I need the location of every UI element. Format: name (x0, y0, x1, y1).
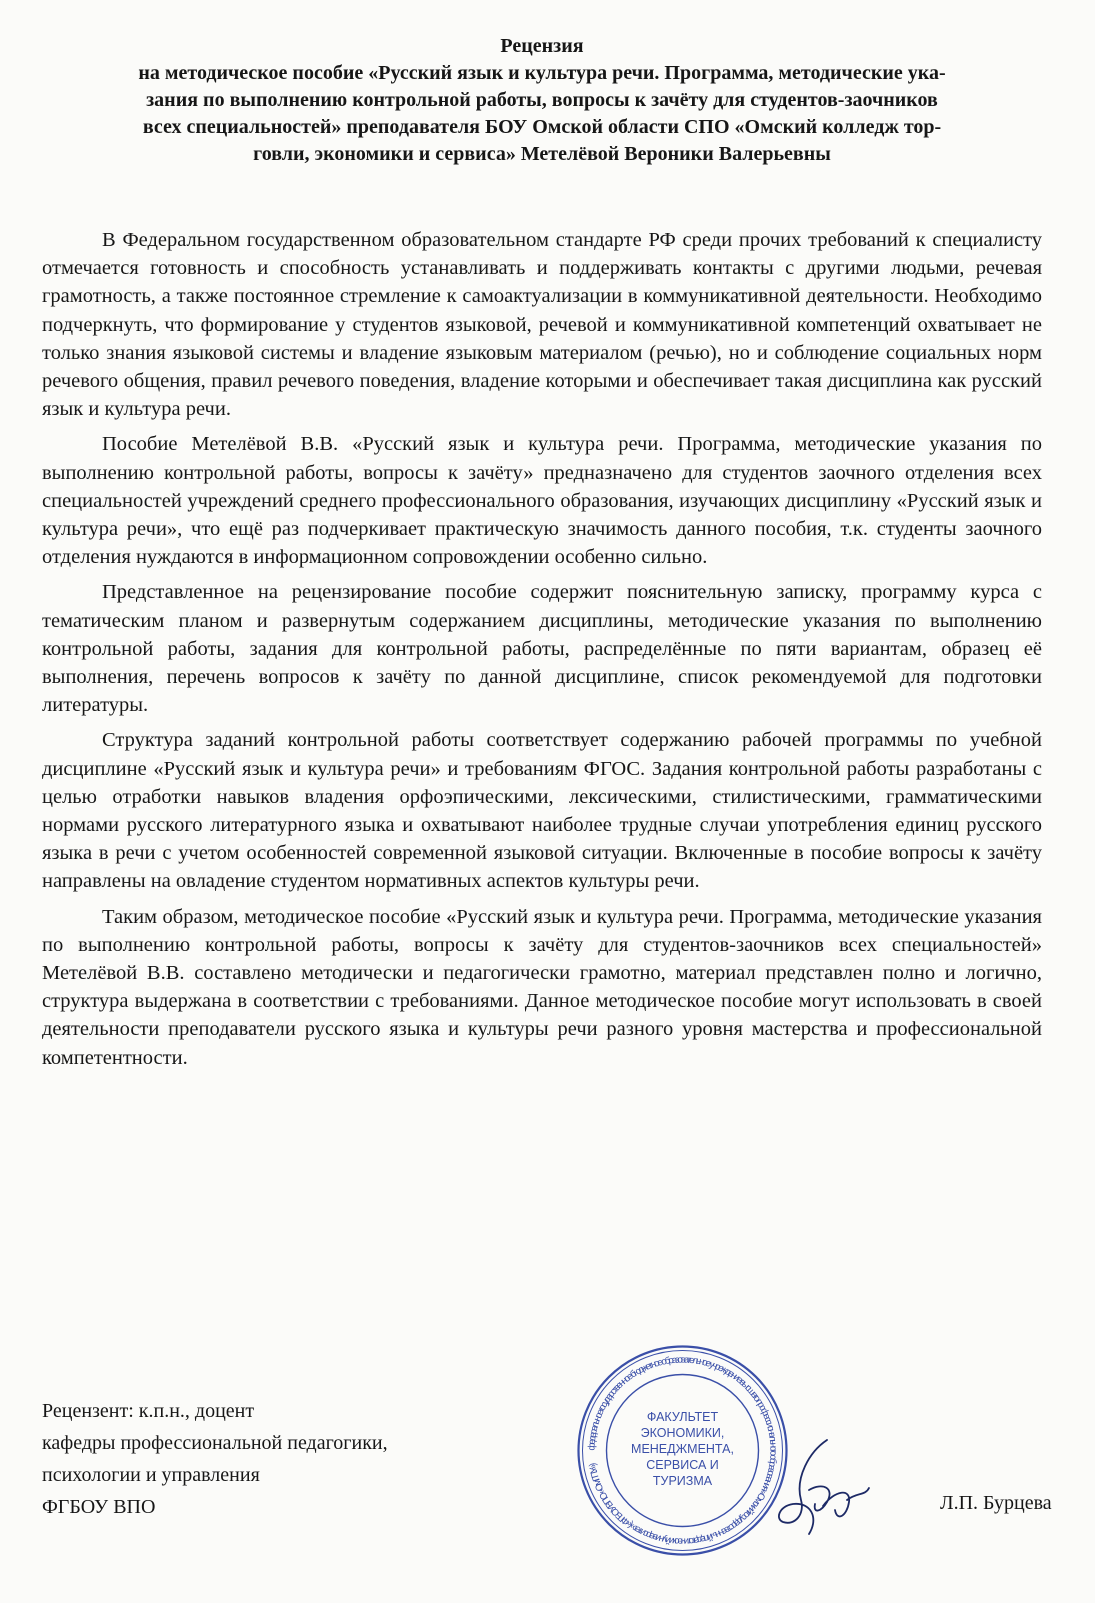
stamp-center-text (631, 1410, 734, 1488)
stamp-center-line: МЕНЕДЖМЕНТА, (631, 1442, 734, 1456)
paragraph: Представленное на рецензирование пособие содержит пояснительную записку, программу курса с тематическим планом и развернутым содержанием дисциплины, методические указания по выполнению контрольной работы, задания для контрольной работы, распределённые по пяти вариантам, образец её выполнения, перечень вопросов к зачёту по данной дисциплине, список рекомендуемой для подготовки литературы. (42, 581, 1042, 717)
stamp-center-line: ТУРИЗМА (652, 1474, 713, 1488)
reviewer-name: Л.П. Бурцева (940, 1492, 1052, 1514)
paragraph: Пособие Метелёвой В.В. «Русский язык и культура речи. Программа, методические указания по выполнению контрольной работы, вопросы к зачёту» предназначено для студентов заочного отделения всех специальностей учреждений среднего профессионального образования, изучающих дисциплину «Русский язык и культура речи», что ещё раз подчеркивает практическую значимость данного пособия, т.к. студенты заочного отделения нуждаются в информационном сопровождении особенно сильно. (42, 433, 1042, 569)
document-title (42, 33, 1042, 168)
title-line: Рецензия (500, 35, 584, 57)
reviewer-line: психологии и управления (42, 1464, 260, 1486)
reviewer-line: ФГБОУ ВПО (42, 1496, 156, 1518)
stamp-outer-text: федеральное государственное бюджетное образовательное учреждение высшего профессионального образования «Омский государственный педагогический университет» («ФГБОУ ВПО «ОмГПУ») (586, 1354, 779, 1547)
university-stamp-seal (575, 1343, 790, 1558)
stamp-center-line: ФАКУЛЬТЕТ (646, 1410, 719, 1424)
title-line: всех специальностей» преподавателя БОУ Омской области СПО «Омский колледж тор- (142, 116, 942, 138)
paragraph: Таким образом, методическое пособие «Русский язык и культура речи. Программа, методические указания по выполнению контрольной работы, вопросы к зачёту для студентов-заочников всех специальностей» Метелёвой В.В. составлено методически и педагогически грамотно, материал представлен полно и логично, структура выдержана в соответствии с требованиями. Данное методическое пособие могут использовать в своей деятельности преподаватели русского языка и культуры речи разного уровня мастерства и профессиональной компетентности. (42, 905, 1042, 1069)
paragraph: В Федеральном государственном образовательном стандарте РФ среди прочих требований к специалисту отмечается готовность и способность устанавливать и поддерживать контакты с другими людьми, речевая грамотность, а также постоянное стремление к самоактуализации в коммуникативной деятельности. Необходимо подчеркнуть, что формирование у студентов языковой, речевой и коммуникативной компетенций охватывает не только знания языковой системы и владение языковым материалом (речью), но и соблюдение социальных норм речевого общения, правил речевого поведения, владение которыми и обеспечивает такая дисциплина как русский язык и культура речи. (42, 229, 1042, 421)
stamp-center-line: СЕРВИСА И (646, 1458, 719, 1472)
reviewer-line: кафедры профессиональной педагогики, (42, 1432, 388, 1454)
paragraph: Структура заданий контрольной работы соответствует содержанию рабочей программы по учебной дисциплине «Русский язык и культура речи» и требованиям ФГОС. Задания контрольной работы разработаны с целью отработки навыков владения орфоэпическими, лексическими, стилистическими, грамматическими нормами русского литературного языка и охватывают наиболее трудные случаи употребления единиц русского языка в речи с учетом особенностей современной языковой ситуации. Включенные в пособие вопросы к зачёту направлены на овладение студентом нормативных аспектов культуры речи. (42, 729, 1042, 893)
stamp-center-line: ЭКОНОМИКИ, (640, 1426, 725, 1440)
reviewer-line: Рецензент: к.п.н., доцент (42, 1400, 255, 1422)
reviewer-block (42, 1395, 388, 1523)
handwritten-signature (765, 1430, 875, 1545)
title-line: на методическое пособие «Русский язык и культура речи. Программа, методические ука- (138, 62, 946, 84)
title-line: зания по выполнению контрольной работы, вопросы к зачёту для студентов-заочников (146, 89, 938, 111)
review-body (42, 226, 1042, 1079)
title-line: говли, экономики и сервиса» Метелёвой Вероники Валерьевны (253, 143, 831, 165)
